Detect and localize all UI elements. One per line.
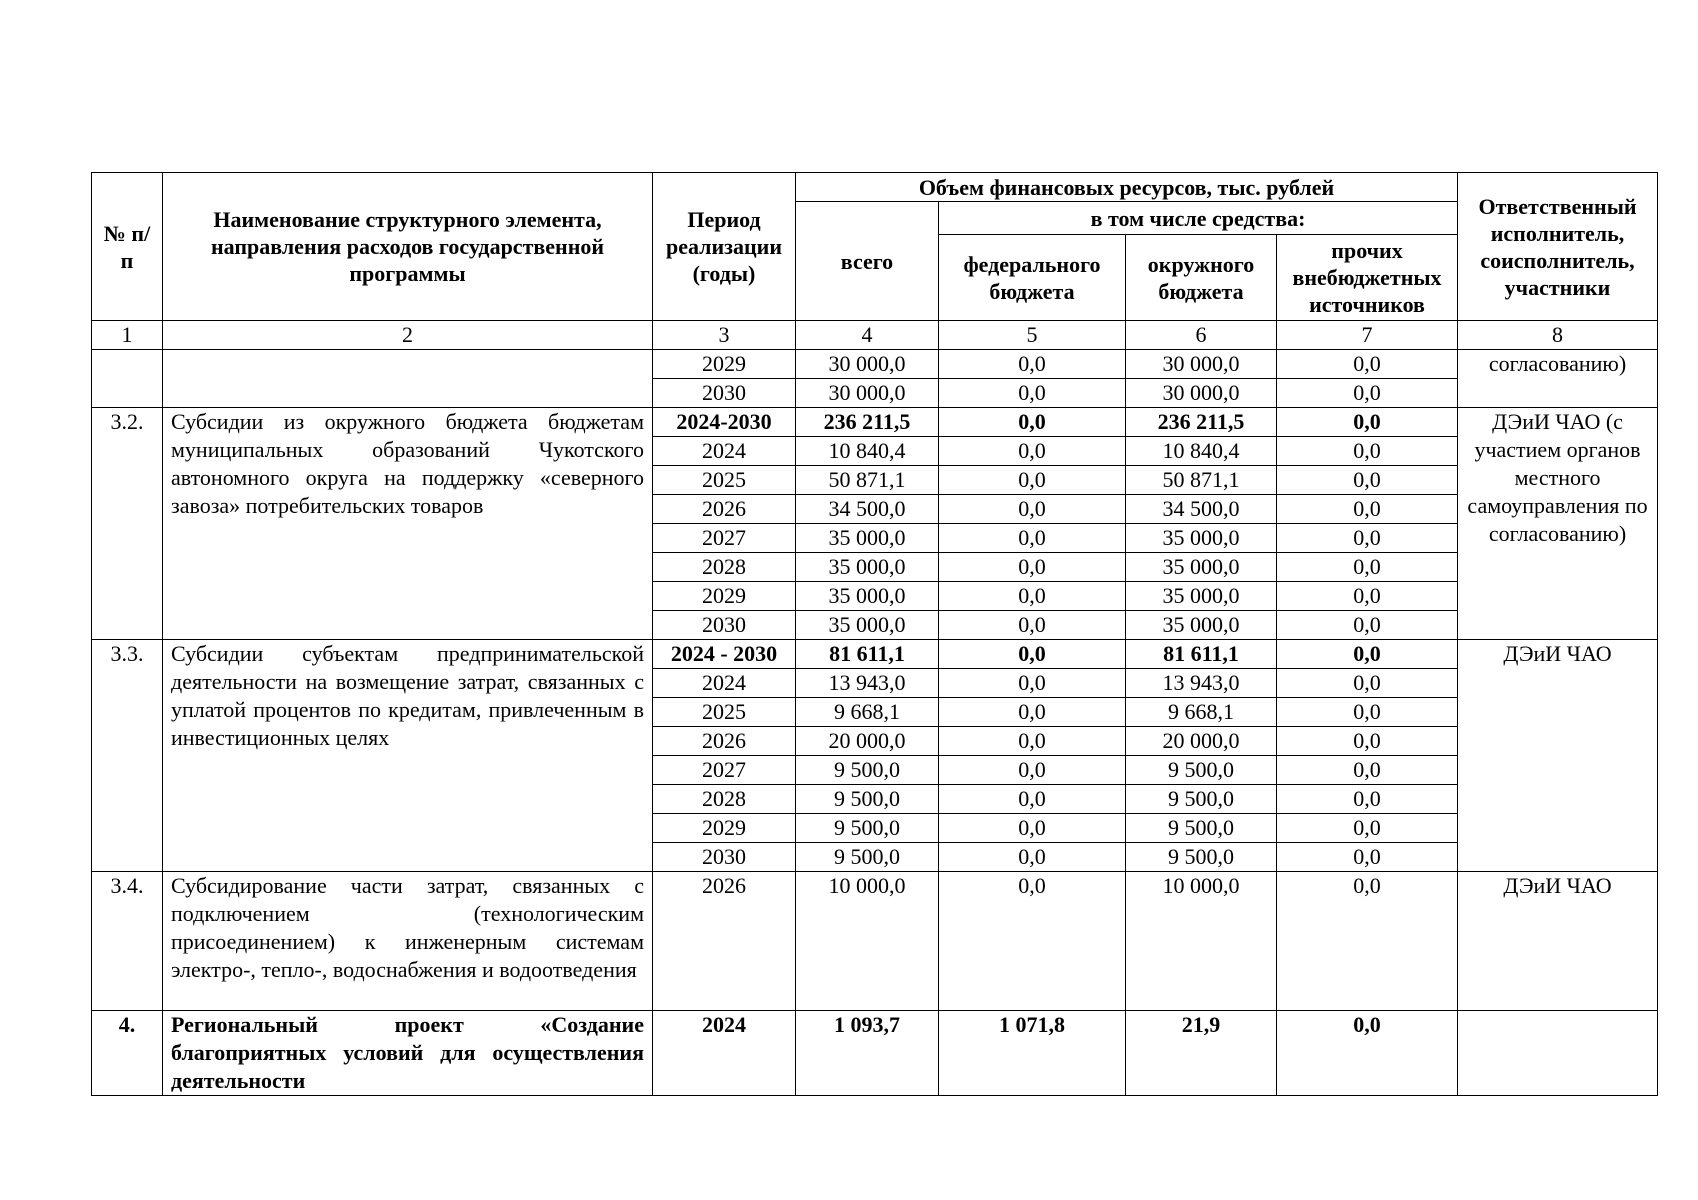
district-cell: 10 840,4: [1126, 437, 1277, 466]
column-number: 2: [163, 321, 653, 350]
executor-cell: ДЭиИ ЧАО: [1458, 872, 1658, 1011]
district-cell: 20 000,0: [1126, 727, 1277, 756]
federal-cell: 0,0: [939, 553, 1126, 582]
executor-cell: ДЭиИ ЧАО (с участием органов местного самоуправления по согласованию): [1458, 408, 1658, 640]
column-number: 7: [1277, 321, 1458, 350]
district-cell: 30 000,0: [1126, 379, 1277, 408]
year-cell: 2030: [653, 379, 796, 408]
district-cell: 35 000,0: [1126, 611, 1277, 640]
table-row: [92, 640, 1658, 669]
year-cell: 2029: [653, 582, 796, 611]
year-cell: 2024: [653, 1011, 796, 1096]
total-cell: 13 943,0: [796, 669, 939, 698]
federal-cell: 0,0: [939, 524, 1126, 553]
item-number: 3.2.: [92, 408, 163, 640]
table-row: [92, 872, 1658, 1011]
federal-cell: 0,0: [939, 437, 1126, 466]
header-district: окружного бюджета: [1126, 235, 1277, 321]
total-cell: 35 000,0: [796, 524, 939, 553]
item-number: 3.4.: [92, 872, 163, 1011]
total-cell: 30 000,0: [796, 379, 939, 408]
federal-cell: 0,0: [939, 466, 1126, 495]
year-cell: 2025: [653, 698, 796, 727]
federal-cell: 0,0: [939, 756, 1126, 785]
year-cell: 2027: [653, 524, 796, 553]
other-cell: 0,0: [1277, 437, 1458, 466]
federal-cell: 0,0: [939, 379, 1126, 408]
year-cell: 2024 - 2030: [653, 640, 796, 669]
year-cell: 2026: [653, 495, 796, 524]
executor-cell: согласованию): [1458, 350, 1658, 408]
column-number: 8: [1458, 321, 1658, 350]
header-executor: Ответственный исполнитель, соисполнитель, участники: [1458, 173, 1658, 321]
district-cell: 13 943,0: [1126, 669, 1277, 698]
item-name: Субсидии из окружного бюджета бюджетам муниципальных образований Чукотского автономного округа на поддержку «северного завоза» потребительских товаров: [163, 408, 653, 640]
column-number: 4: [796, 321, 939, 350]
federal-cell: 0,0: [939, 611, 1126, 640]
federal-cell: 0,0: [939, 640, 1126, 669]
total-cell: 236 211,5: [796, 408, 939, 437]
district-cell: 81 611,1: [1126, 640, 1277, 669]
other-cell: 0,0: [1277, 669, 1458, 698]
other-cell: 0,0: [1277, 495, 1458, 524]
header-period: Период реализации (годы): [653, 173, 796, 321]
column-number-row: [92, 321, 1658, 350]
district-cell: 9 500,0: [1126, 756, 1277, 785]
total-cell: 9 500,0: [796, 814, 939, 843]
other-cell: 0,0: [1277, 1011, 1458, 1096]
district-cell: 35 000,0: [1126, 524, 1277, 553]
total-cell: 30 000,0: [796, 350, 939, 379]
executor-cell: [1458, 1011, 1658, 1096]
year-cell: 2028: [653, 785, 796, 814]
year-cell: 2029: [653, 350, 796, 379]
federal-cell: 0,0: [939, 727, 1126, 756]
total-cell: 9 500,0: [796, 785, 939, 814]
total-cell: 9 500,0: [796, 756, 939, 785]
other-cell: 0,0: [1277, 872, 1458, 1011]
header-finance-group: Объем финансовых ресурсов, тыс. рублей: [796, 173, 1458, 202]
other-cell: 0,0: [1277, 408, 1458, 437]
federal-cell: 0,0: [939, 872, 1126, 1011]
total-cell: 10 840,4: [796, 437, 939, 466]
district-cell: 35 000,0: [1126, 553, 1277, 582]
header-other: прочих внебюджетных источников: [1277, 235, 1458, 321]
other-cell: 0,0: [1277, 843, 1458, 872]
year-cell: 2028: [653, 553, 796, 582]
item-name: Субсидии субъектам предпринимательской деятельности на возмещение затрат, связанных с уплатой процентов по кредитам, привлеченным в инвестиционных целях: [163, 640, 653, 872]
year-cell: 2025: [653, 466, 796, 495]
year-cell: 2024: [653, 669, 796, 698]
total-cell: 35 000,0: [796, 582, 939, 611]
total-cell: 81 611,1: [796, 640, 939, 669]
column-number: 6: [1126, 321, 1277, 350]
year-cell: 2024: [653, 437, 796, 466]
federal-cell: 0,0: [939, 495, 1126, 524]
federal-cell: 0,0: [939, 785, 1126, 814]
district-cell: 9 668,1: [1126, 698, 1277, 727]
district-cell: 35 000,0: [1126, 582, 1277, 611]
other-cell: 0,0: [1277, 379, 1458, 408]
table-body: [92, 350, 1658, 1096]
year-cell: 2026: [653, 872, 796, 1011]
item-name: Региональный проект «Создание благоприятных условий для осуществления деятельности: [163, 1011, 653, 1096]
district-cell: 50 871,1: [1126, 466, 1277, 495]
year-cell: 2026: [653, 727, 796, 756]
column-number: 3: [653, 321, 796, 350]
item-number: 4.: [92, 1011, 163, 1096]
year-cell: 2024-2030: [653, 408, 796, 437]
federal-cell: 1 071,8: [939, 1011, 1126, 1096]
total-cell: 1 093,7: [796, 1011, 939, 1096]
financing-table: [91, 172, 1658, 1096]
federal-cell: 0,0: [939, 843, 1126, 872]
other-cell: 0,0: [1277, 814, 1458, 843]
total-cell: 35 000,0: [796, 611, 939, 640]
federal-cell: 0,0: [939, 698, 1126, 727]
total-cell: 9 500,0: [796, 843, 939, 872]
executor-cell: ДЭиИ ЧАО: [1458, 640, 1658, 872]
other-cell: 0,0: [1277, 582, 1458, 611]
column-number: 1: [92, 321, 163, 350]
year-cell: 2030: [653, 843, 796, 872]
district-cell: 236 211,5: [1126, 408, 1277, 437]
header-federal: федерального бюджета: [939, 235, 1126, 321]
table-row: [92, 350, 1658, 379]
district-cell: 9 500,0: [1126, 814, 1277, 843]
district-cell: 30 000,0: [1126, 350, 1277, 379]
federal-cell: 0,0: [939, 582, 1126, 611]
federal-cell: 0,0: [939, 669, 1126, 698]
district-cell: 34 500,0: [1126, 495, 1277, 524]
total-cell: 34 500,0: [796, 495, 939, 524]
total-cell: 9 668,1: [796, 698, 939, 727]
total-cell: 50 871,1: [796, 466, 939, 495]
other-cell: 0,0: [1277, 524, 1458, 553]
other-cell: 0,0: [1277, 756, 1458, 785]
header-subgroup: в том числе средства:: [939, 202, 1458, 235]
year-cell: 2027: [653, 756, 796, 785]
table-row: [92, 1011, 1658, 1096]
column-number: 5: [939, 321, 1126, 350]
district-cell: 21,9: [1126, 1011, 1277, 1096]
other-cell: 0,0: [1277, 640, 1458, 669]
item-name: [163, 350, 653, 408]
federal-cell: 0,0: [939, 814, 1126, 843]
district-cell: 10 000,0: [1126, 872, 1277, 1011]
header-total: всего: [796, 202, 939, 321]
other-cell: 0,0: [1277, 553, 1458, 582]
federal-cell: 0,0: [939, 408, 1126, 437]
item-name: Субсидирование части затрат, связанных с подключением (технологическим присоединением) к инженерным системам электро-, тепло-, водоснабжения и водоотведения: [163, 872, 653, 1011]
district-cell: 9 500,0: [1126, 785, 1277, 814]
other-cell: 0,0: [1277, 466, 1458, 495]
header-num: № п/п: [92, 173, 163, 321]
year-cell: 2030: [653, 611, 796, 640]
other-cell: 0,0: [1277, 350, 1458, 379]
item-number: [92, 350, 163, 408]
district-cell: 9 500,0: [1126, 843, 1277, 872]
total-cell: 35 000,0: [796, 553, 939, 582]
other-cell: 0,0: [1277, 727, 1458, 756]
table-row: [92, 408, 1658, 437]
other-cell: 0,0: [1277, 611, 1458, 640]
other-cell: 0,0: [1277, 785, 1458, 814]
other-cell: 0,0: [1277, 698, 1458, 727]
year-cell: 2029: [653, 814, 796, 843]
header-name: Наименование структурного элемента, направления расходов государственной программы: [163, 173, 653, 321]
federal-cell: 0,0: [939, 350, 1126, 379]
total-cell: 20 000,0: [796, 727, 939, 756]
item-number: 3.3.: [92, 640, 163, 872]
total-cell: 10 000,0: [796, 872, 939, 1011]
